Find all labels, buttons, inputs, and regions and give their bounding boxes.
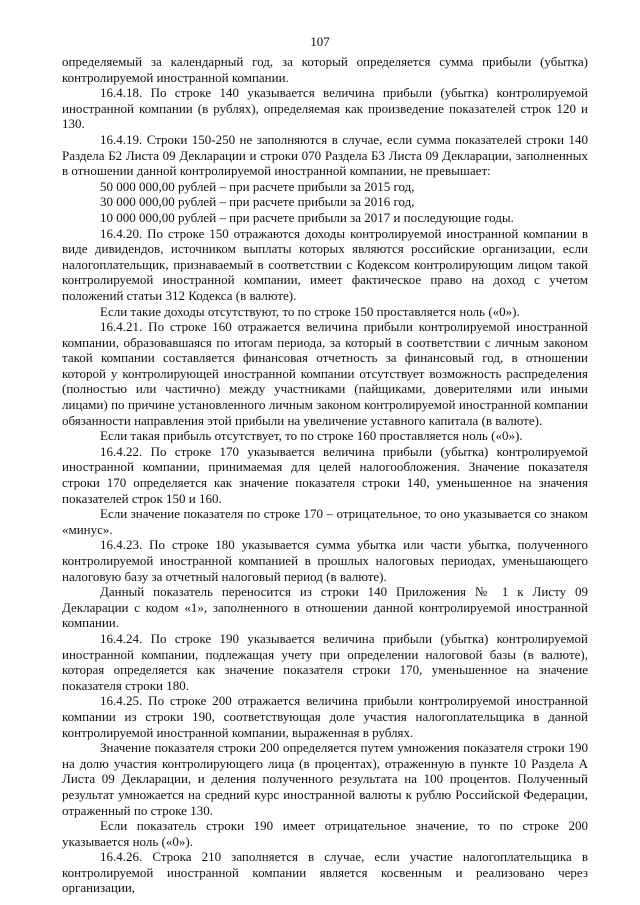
page-number: 107 <box>310 34 330 49</box>
paragraph: 16.4.22. По строке 170 указывается величина прибыли (убытка) контролируемой иностранной компании, принимаемая для целей налогообложения. Значение показателя строки 170 определяется как значение показателя строки 140, уменьшенное на значения показателей строк 150 и 160. <box>62 443 588 506</box>
threshold-list-item: 10 000 000,00 рублей – при расчете прибыли за 2017 и последующие годы. <box>100 209 514 225</box>
paragraph: Если показатель строки 190 имеет отрицательное значение, то по строке 200 указывается ноль («0»). <box>62 818 588 849</box>
paragraph: Если значение показателя по строке 170 – отрицательное, то оно указывается со знаком «минус». <box>62 506 588 537</box>
paragraph: 16.4.24. По строке 190 указывается величина прибыли (убытка) контролируемой иностранной компании, подлежащая учету при определении налоговой базы (в валюте), которая определяется как значение показателя строки 170, уменьшенное на значение показателя строки 180. <box>62 630 588 693</box>
paragraph: 16.4.18. По строке 140 указывается величина прибыли (убытка) контролируемой иностранной компании (в рублях), определяемая как произведение показателей строк 120 и 130. <box>62 85 588 132</box>
paragraph: 16.4.21. По строке 160 отражается величина прибыли контролируемой иностранной компании, образовавшаяся по итогам периода, за который в соответствии с личным законом такой компании составляется финансовая отчетность за финансовый год, в отношении которой у контролирующей иностранной компании отсутствует возможность распределения (полностью или частично) между участниками (пайщиками, доверителями или иными лицами) по причине установленного личным законом контролируемой иностранной компании обязанности направления этой прибыли на увеличение уставного капитала (в валюте). <box>62 319 588 428</box>
threshold-list-item: 50 000 000,00 рублей – при расчете прибыли за 2015 год, <box>100 178 415 194</box>
paragraph: 16.4.25. По строке 200 отражается величина прибыли контролируемой иностранной компании из строки 190, соответствующая доле участия налогоплательщика в данной контролируемой иностранной компании, выраженная в рублях. <box>62 693 588 740</box>
paragraph: Если такие доходы отсутствуют, то по строке 150 проставляется ноль («0»). <box>100 303 520 319</box>
document-body <box>62 54 588 896</box>
paragraph: 16.4.19. Строки 150-250 не заполняются в случае, если сумма показателей строки 140 Раздела Б2 Листа 09 Декларации и строки 070 Раздела Б3 Листа 09 Декларации, заполненных в отношении данной контролируемой иностранной компании, не превышает: <box>62 131 588 179</box>
paragraph: Данный показатель переносится из строки 140 Приложения № 1 к Листу 09 Декларации с кодом «1», заполненного в отношении данной контролируемой иностранной компании. <box>62 584 588 631</box>
paragraph: Значение показателя строки 200 определяется путем умножения показателя строки 190 на долю участия контролирующего лица (в процентах), отраженную в пункте 10 Раздела А Листа 09 Декларации, и деления полученного результата на 100 процентов. Полученный результат умножается на средний курс иностранной валюты к рублю Российской Федерации, отраженный по строке 130. <box>62 740 588 818</box>
paragraph: Если такая прибыль отсутствует, то по строке 160 проставляется ноль («0»). <box>100 428 523 444</box>
paragraph: 16.4.20. По строке 150 отражаются доходы контролируемой иностранной компании в виде дивидендов, источником выплаты которых являются российские организации, если налогоплательщик, признаваемый в соответствии с Кодексом контролирующим лицом такой контролируемой иностранной компании, имеет фактическое право на доход с учетом положений статьи 312 Кодекса (в валюте). <box>62 225 588 303</box>
paragraph: 16.4.23. По строке 180 указывается сумма убытка или части убытка, полученного контролируемой иностранной компанией в прошлых налоговых периодах, уменьшающего налоговую базу за отчетный налоговый период (в валюте). <box>62 537 588 584</box>
paragraph: 16.4.26. Строка 210 заполняется в случае, если участие налогоплательщика в контролируемой иностранной компании является косвенным и реализовано через организации, <box>62 849 588 896</box>
threshold-list-item: 30 000 000,00 рублей – при расчете прибыли за 2016 год, <box>100 194 415 210</box>
paragraph: определяемый за календарный год, за который определяется сумма прибыли (убытка) контролируемой иностранной компании. <box>62 54 588 85</box>
